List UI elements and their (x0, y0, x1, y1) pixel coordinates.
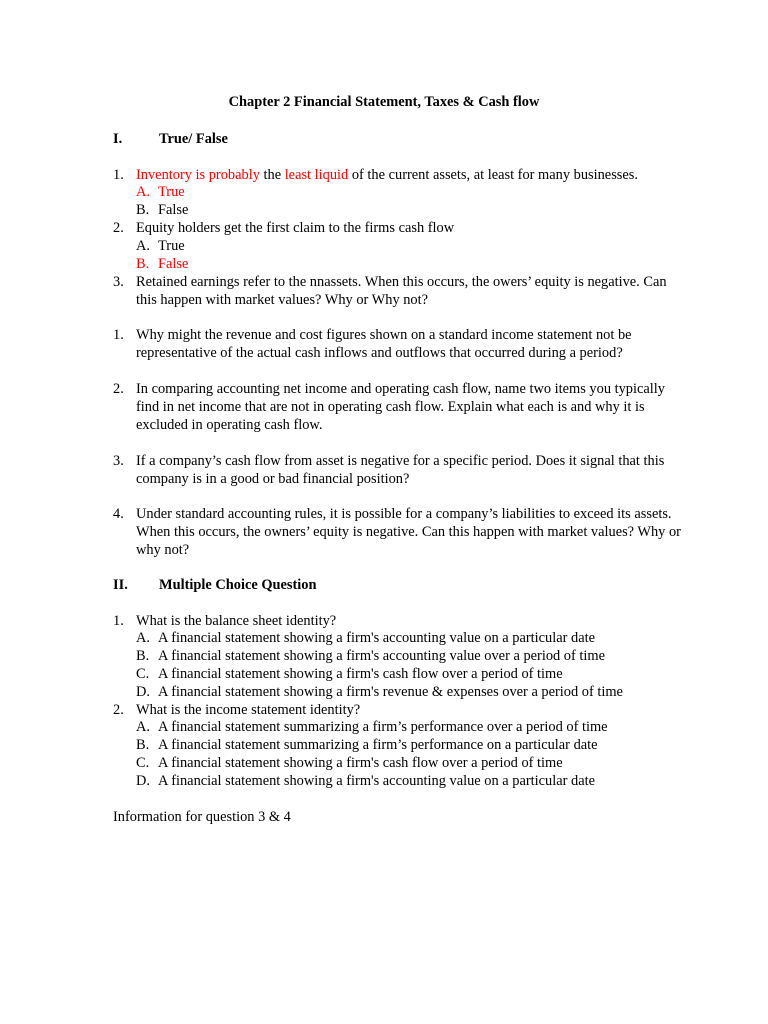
question-number: 1. (113, 167, 124, 183)
option-text: A financial statement summarizing a firm’s performance on a particular date (158, 737, 598, 753)
option-letter: B. (136, 202, 150, 218)
option-text: A financial statement summarizing a firm’s performance over a period of time (158, 719, 608, 735)
question-text: What is the balance sheet identity? (136, 613, 337, 629)
option-text: True (158, 184, 185, 200)
option-letter: A. (136, 238, 150, 254)
question-number: 1. (113, 613, 124, 629)
section-numeral: I. (113, 131, 123, 147)
option-text: False (158, 256, 189, 272)
question-number: 1. (113, 327, 124, 343)
question-text: Equity holders get the first claim to the firms cash flow (136, 220, 455, 236)
info-note: Information for question 3 & 4 (113, 809, 291, 825)
section-title: True/ False (159, 131, 228, 147)
option-text: A financial statement showing a firm's revenue & expenses over a period of time (158, 684, 623, 700)
tf-q1-option-a (136, 183, 185, 201)
question-number: 2. (113, 381, 124, 397)
mc-q1-option-a (136, 629, 595, 647)
tf-q2-option-a (136, 237, 185, 255)
option-text: A financial statement showing a firm's cash flow over a period of time (158, 755, 563, 771)
question-number: 3. (113, 453, 124, 469)
mc-q1-option-b (136, 647, 605, 665)
highlighted-text: least liquid (284, 167, 349, 183)
option-letter: A. (136, 630, 150, 646)
option-letter: B. (136, 648, 150, 664)
option-letter: B. (136, 256, 150, 272)
question-text: In comparing accounting net income and operating cash flow, name two items you typically find in net income that are not in operating cash flow. Explain what each is and why it is excluded in operating cash flow. (136, 381, 665, 433)
question-text: Retained earnings refer to the nnassets. When this occurs, the owers’ equity is negative. Can this happen with market values? Why or Why not? (136, 274, 667, 308)
question-number: 4. (113, 506, 124, 522)
mc-q2-option-b (136, 736, 598, 754)
question-text: If a company’s cash flow from asset is negative for a specific period. Does it signal that this company is in a good or bad financial position? (136, 453, 665, 487)
tf-q2-option-b (136, 255, 188, 273)
section-numeral: II. (113, 577, 128, 593)
question-text-part: of the current assets, at least for many businesses. (348, 167, 638, 183)
tf-q1-option-b (136, 201, 188, 219)
option-text: A financial statement showing a firm's cash flow over a period of time (158, 666, 563, 682)
option-letter: D. (136, 684, 150, 700)
mc-q1-option-c (136, 665, 563, 683)
question-number: 2. (113, 220, 124, 236)
mc-q2-option-c (136, 754, 563, 772)
option-letter: C. (136, 666, 150, 682)
question-number: 2. (113, 702, 124, 718)
option-letter: A. (136, 719, 150, 735)
option-text: A financial statement showing a firm's accounting value on a particular date (158, 630, 595, 646)
chapter-title: Chapter 2 Financial Statement, Taxes & Cash flow (228, 94, 540, 110)
question-text: Under standard accounting rules, it is possible for a company’s liabilities to exceed its assets. When this occurs, the owners’ equity is negative. Can this happen with market values? Why or why not? (136, 506, 681, 558)
question-text (136, 166, 681, 184)
mc-q2-option-a (136, 718, 608, 736)
option-text: False (158, 202, 189, 218)
question-text: Why might the revenue and cost figures shown on a standard income statement not be representative of the actual cash inflows and outflows that occurred during a period? (136, 327, 632, 361)
mc-q2-option-d (136, 772, 595, 790)
option-letter: A. (136, 184, 150, 200)
question-text-part: the (259, 167, 285, 183)
section-title: Multiple Choice Question (159, 577, 317, 593)
option-text: True (158, 238, 185, 254)
question-text: What is the income statement identity? (136, 702, 361, 718)
highlighted-text: Inventory is probably (136, 167, 260, 183)
option-letter: C. (136, 755, 150, 771)
mc-q1-option-d (136, 683, 623, 701)
option-text: A financial statement showing a firm's accounting value on a particular date (158, 773, 595, 789)
option-letter: B. (136, 737, 150, 753)
question-number: 3. (113, 274, 124, 290)
option-letter: D. (136, 773, 150, 789)
option-text: A financial statement showing a firm's accounting value over a period of time (158, 648, 605, 664)
